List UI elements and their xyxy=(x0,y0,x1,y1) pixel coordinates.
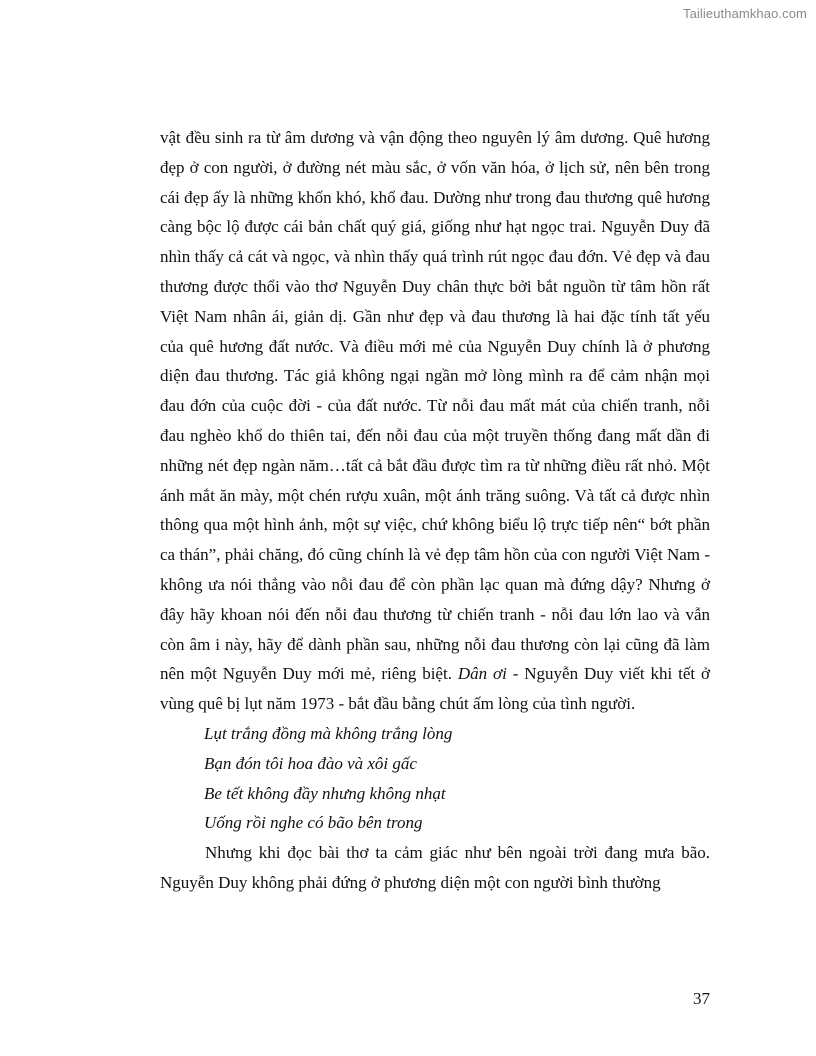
page-number: 37 xyxy=(693,989,710,1008)
poem-line: Uống rồi nghe có bão bên trong xyxy=(204,813,423,833)
poem-line: Bạn đón tôi hoa đào và xôi gấc xyxy=(204,753,417,773)
poem-line: Lụt trắng đồng mà không trắng lòng xyxy=(204,723,453,743)
poem-title-reference: Dân ơi xyxy=(457,664,507,684)
page-body xyxy=(160,123,710,898)
paragraph-continuation xyxy=(160,123,710,719)
paragraph-next: Nhưng khi đọc bài thơ ta cảm giác như bên ngoài trời đang mưa bão. Nguyễn Duy không phải đứng ở phương diện một con người bình thường xyxy=(160,843,710,892)
poem-line: Be tết không đầy nhưng không nhạt xyxy=(204,783,446,803)
poem-quote xyxy=(160,719,710,838)
paragraph-text-end: - Nguyễn Duy viết khi tết ở vùng quê bị lụt năm 1973 - bắt đầu bằng chút ấm lòng của tình người. xyxy=(160,664,710,714)
watermark: Tailieuthamkhao.com xyxy=(682,6,807,21)
paragraph-text: vật đều sinh ra từ âm dương và vận động theo nguyên lý âm dương. Quê hương đẹp ở con người, ở đường nét màu sắc, ở vốn văn hóa, ở lịch sử, nên bên trong cái đẹp ấy là những khốn khó, khổ đau. Dường như trong đau thương quê hương càng bộc lộ được cái bản chất quý giá, giống như hạt ngọc trai. Nguyễn Duy đã nhìn thấy cả cát và ngọc, và nhìn thấy quá trình rút ngọc đau đớn. Vẻ đẹp và đau thương được thổi vào thơ Nguyễn Duy chân thực bởi bắt nguồn từ tâm hồn rất Việt Nam nhân ái, giản dị. Gần như đẹp và đau thương là hai đặc tính tất yếu của quê hương đất nước. Và điều mới mẻ của Nguyễn Duy chính là ở phương diện đau thương. Tác giả không ngại ngần mở lòng mình ra để cảm nhận mọi đau đớn của cuộc đời - của đất nước. Từ nỗi đau mất mát của chiến tranh, nỗi đau nghèo khổ do thiên tai, đến nỗi đau của một truyền thống đang mất dần đi những nét đẹp ngàn năm…tất cả bắt đầu được tìm ra từ những điều rất nhỏ. Một ánh mắt ăn mày, một chén rượu xuân, một ánh trăng suông. Và tất cả được nhìn thông qua một hình ảnh, một sự việc, chứ không biểu lộ trực tiếp nên“ bớt phần ca thán”, phải chăng, đó cũng chính là vẻ đẹp tâm hồn của con người Việt Nam - không ưa nói thẳng vào nỗi đau để còn phần lạc quan mà đứng dậy? Nhưng ở đây hãy khoan nói đến nỗi đau thương từ chiến tranh - nỗi đau lớn lao và vẫn còn âm i này, hãy để dành phần sau, những nỗi đau thương còn lại cũng đã làm nên một Nguyễn Duy mới mẻ, riêng biệt. xyxy=(160,128,710,684)
